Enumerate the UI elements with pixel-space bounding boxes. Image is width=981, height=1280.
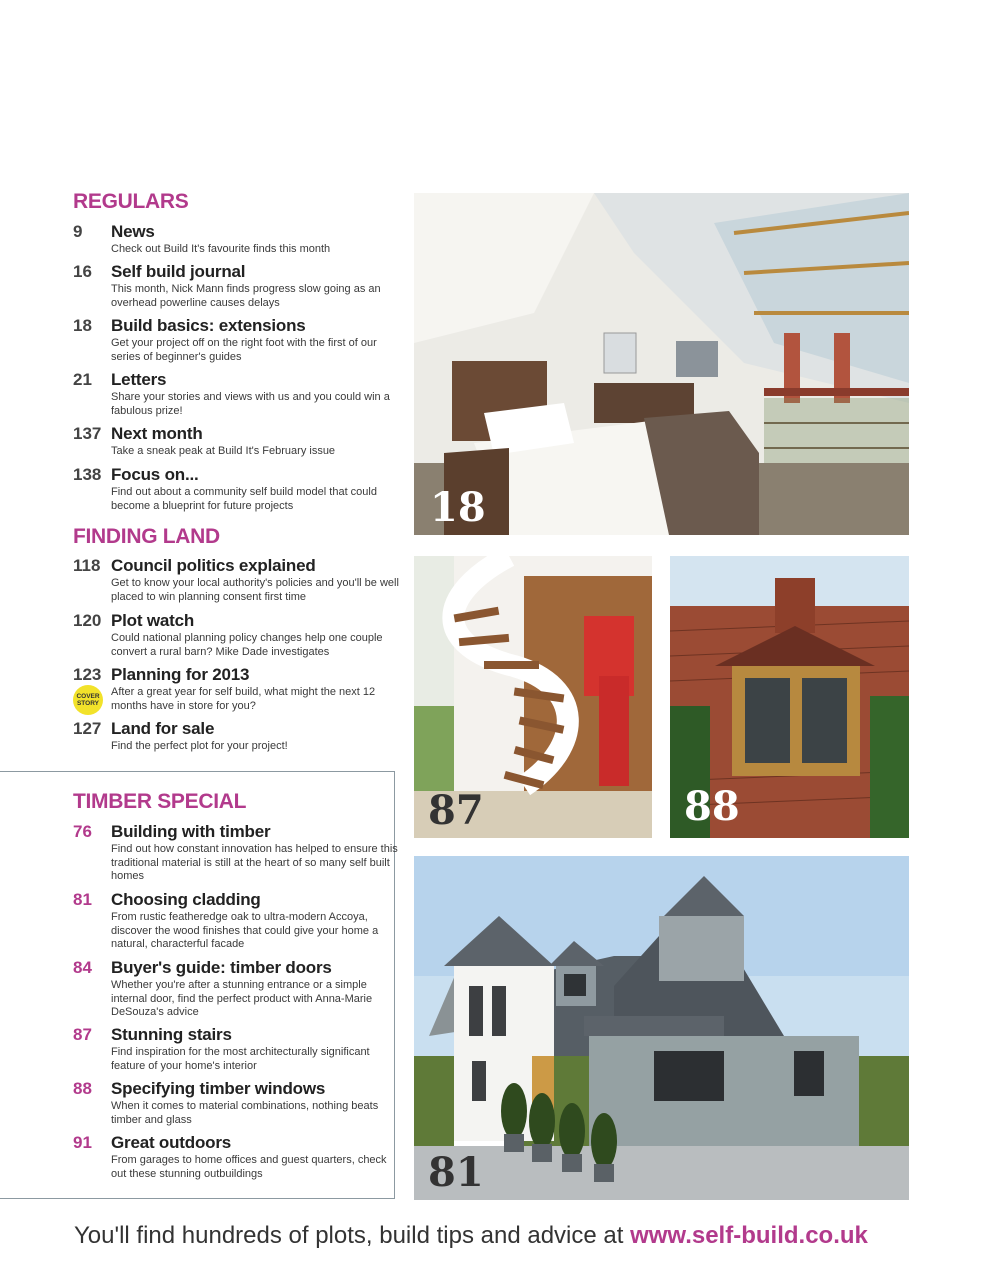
footer-text: You'll find hundreds of plots, build tips and advice at bbox=[74, 1222, 631, 1249]
entry-title: Building with timber bbox=[111, 822, 271, 841]
section-title-timber-special: TIMBER SPECIAL bbox=[73, 790, 247, 813]
entry-description: Get your project off on the right foot with the first of our series of beginner's guides bbox=[111, 337, 377, 363]
section-title-finding-land: FINDING LAND bbox=[73, 525, 220, 548]
section-title-regulars: REGULARS bbox=[73, 190, 189, 213]
page-number: 87 bbox=[73, 1025, 92, 1044]
page-number: 123 bbox=[73, 665, 102, 684]
entry-title: Choosing cladding bbox=[111, 890, 261, 909]
page-number: 118 bbox=[73, 556, 101, 575]
entry-title: Stunning stairs bbox=[111, 1025, 232, 1044]
photo-page-number: 81 bbox=[428, 1149, 484, 1196]
page-number: 120 bbox=[73, 611, 102, 630]
entry-description: Check out Build It's favourite finds this month bbox=[111, 243, 331, 255]
page-number: 16 bbox=[73, 262, 92, 281]
entry-title: Buyer's guide: timber doors bbox=[111, 958, 332, 977]
entry-title: Plot watch bbox=[111, 611, 195, 630]
entry-title: Specifying timber windows bbox=[111, 1079, 326, 1098]
entry-description: Whether you're after a stunning entrance or a simple internal door, find the perfect product with Anna-Marie DeSouza's advice bbox=[111, 979, 373, 1018]
entry-description: Share your stories and views with us and you could win a fabulous prize! bbox=[111, 391, 390, 417]
photo-bedroom[interactable] bbox=[414, 193, 909, 535]
entry-description: From garages to home offices and guest quarters, check out these stunning outbuildings bbox=[111, 1154, 387, 1180]
entry-description: Take a sneak peak at Build It's February issue bbox=[111, 445, 336, 457]
entry-description: After a great year for self build, what might the next 12 months have in store for you? bbox=[111, 686, 376, 712]
entry-title: Letters bbox=[111, 370, 167, 389]
page-number: 138 bbox=[73, 465, 102, 484]
page-number: 76 bbox=[73, 822, 92, 841]
photo-page-number: 18 bbox=[430, 484, 486, 531]
photo-page-number: 88 bbox=[684, 783, 740, 830]
entry-title: Next month bbox=[111, 424, 203, 443]
entry-title: Build basics: extensions bbox=[111, 316, 306, 335]
entry-title: Planning for 2013 bbox=[111, 665, 250, 684]
entry-description: Find the perfect plot for your project! bbox=[111, 740, 288, 752]
cover-story-badge: COVER STORY bbox=[73, 685, 103, 715]
photo-house[interactable] bbox=[414, 856, 909, 1200]
photo-stairs[interactable] bbox=[414, 556, 652, 838]
page-number: 21 bbox=[73, 370, 92, 389]
page-number: 88 bbox=[73, 1079, 92, 1098]
entry-title: Council politics explained bbox=[111, 556, 316, 575]
entry-description: Find out about a community self build model that could become a blueprint for future projects bbox=[111, 486, 377, 512]
website-link[interactable]: www.self-build.co.uk bbox=[630, 1222, 868, 1249]
page-number: 137 bbox=[73, 424, 102, 443]
entry-title: News bbox=[111, 222, 155, 241]
photo-window[interactable] bbox=[670, 556, 909, 838]
photo-page-number: 87 bbox=[428, 787, 484, 834]
page-number: 18 bbox=[73, 316, 92, 335]
entry-description: From rustic featheredge oak to ultra-modern Accoya, discover the wood finishes that could give your home a natural, characterful facade bbox=[111, 911, 379, 950]
entry-description: Could national planning policy changes help one couple convert a rural barn? Mike Dade investigates bbox=[111, 632, 383, 658]
entry-title: Land for sale bbox=[111, 719, 215, 738]
entry-title: Focus on... bbox=[111, 465, 199, 484]
entry-description: Find out how constant innovation has helped to ensure this traditional material is still at the heart of so many self built homes bbox=[111, 843, 398, 882]
page-number: 127 bbox=[73, 719, 102, 738]
page-number: 9 bbox=[73, 222, 83, 241]
entry-description: When it comes to material combinations, nothing beats timber and glass bbox=[111, 1100, 379, 1126]
entry-title: Great outdoors bbox=[111, 1133, 231, 1152]
page-number: 91 bbox=[73, 1133, 92, 1152]
entry-title: Self build journal bbox=[111, 262, 246, 281]
entry-description: This month, Nick Mann finds progress slow going as an overhead powerline causes delays bbox=[111, 283, 381, 309]
entry-description: Find inspiration for the most architecturally significant feature of your home's interior bbox=[111, 1046, 370, 1072]
footer bbox=[74, 1222, 868, 1250]
entry-description: Get to know your local authority's policies and you'll be well placed to win planning consent first time bbox=[111, 577, 399, 603]
page-number: 84 bbox=[73, 958, 92, 977]
page-number: 81 bbox=[73, 890, 92, 909]
